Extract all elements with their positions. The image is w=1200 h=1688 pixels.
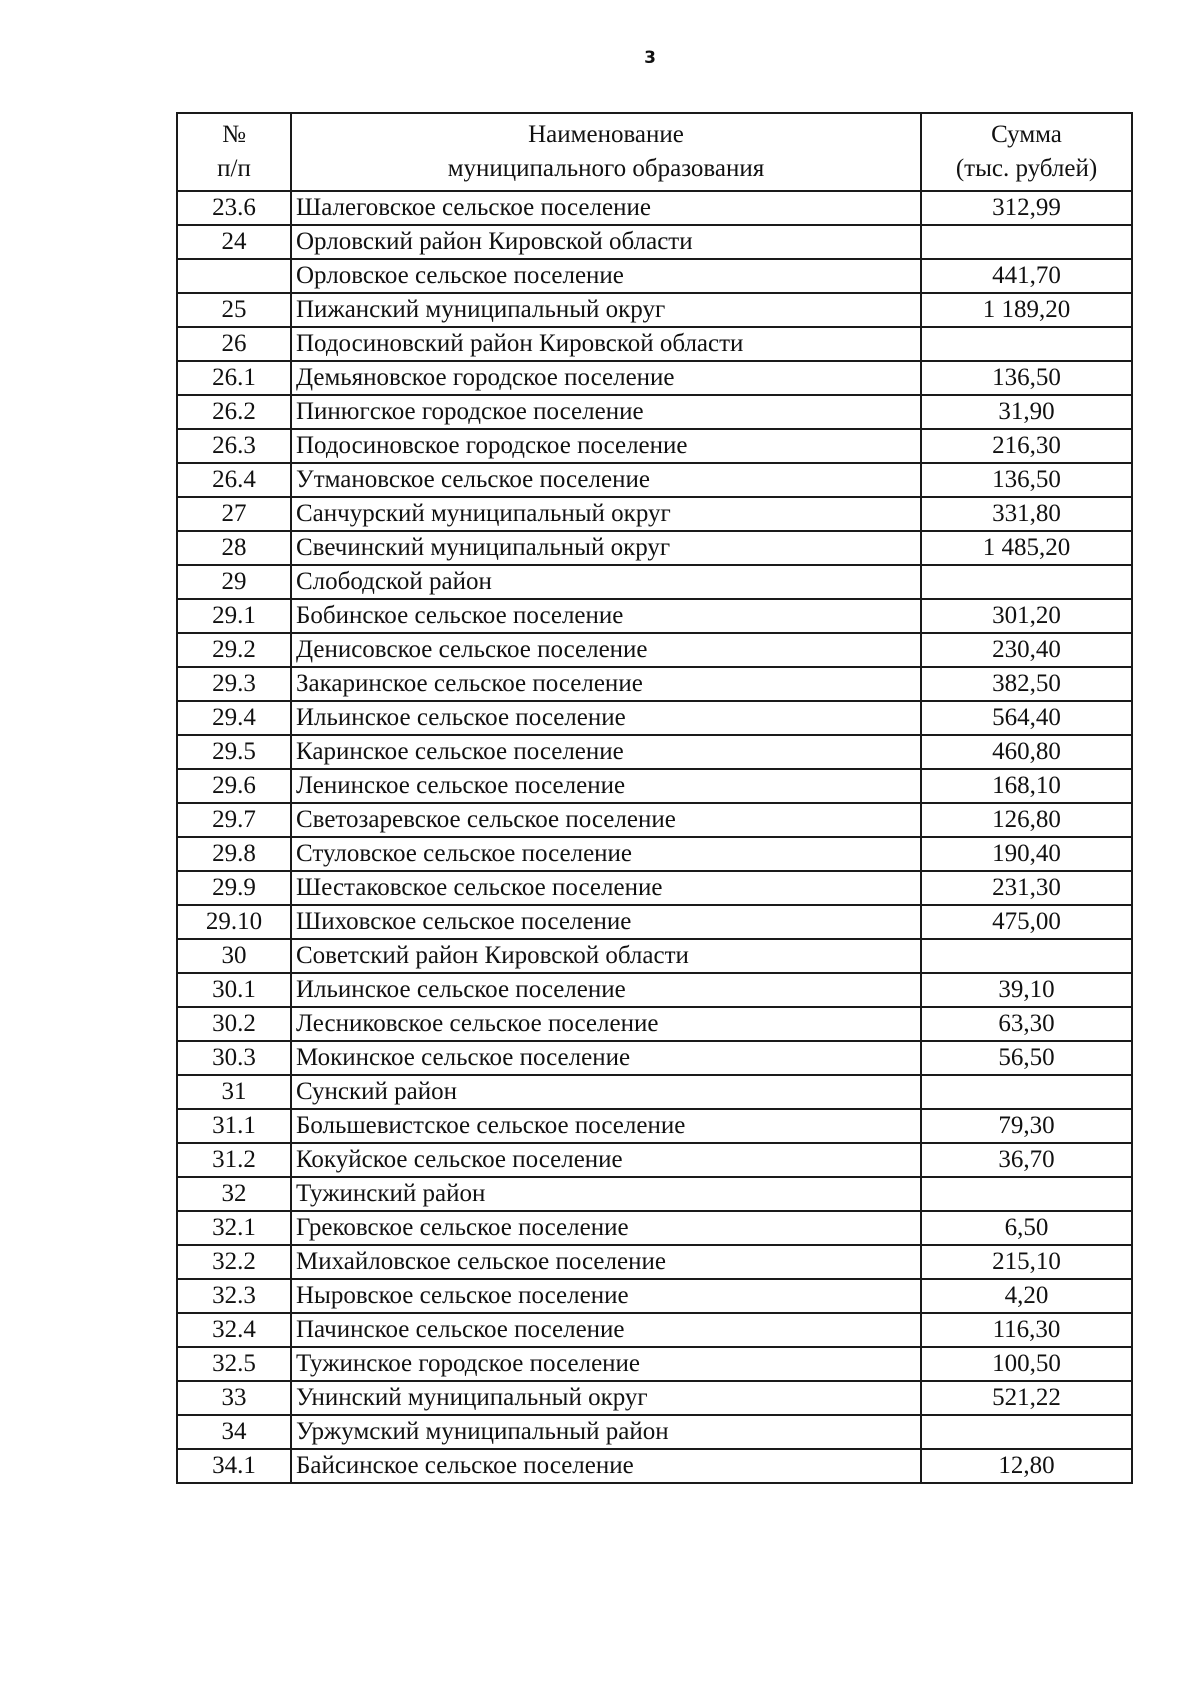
row-number: 26	[177, 327, 291, 361]
row-number: 33	[177, 1381, 291, 1415]
row-name: Байсинское сельское поселение	[291, 1449, 921, 1483]
row-sum: 460,80	[921, 735, 1132, 769]
row-name: Унинский муниципальный округ	[291, 1381, 921, 1415]
row-name: Ильинское сельское поселение	[291, 701, 921, 735]
row-sum	[921, 225, 1132, 259]
table-row	[177, 837, 1132, 871]
row-number: 34.1	[177, 1449, 291, 1483]
table-row	[177, 1449, 1132, 1483]
row-sum	[921, 1415, 1132, 1449]
row-sum: 215,10	[921, 1245, 1132, 1279]
table-row	[177, 1211, 1132, 1245]
row-sum: 1 189,20	[921, 293, 1132, 327]
row-number: 25	[177, 293, 291, 327]
table-row	[177, 871, 1132, 905]
table-row	[177, 1381, 1132, 1415]
table-row	[177, 565, 1132, 599]
row-number: 29.8	[177, 837, 291, 871]
table-body	[177, 191, 1132, 1483]
row-sum: 521,22	[921, 1381, 1132, 1415]
row-name: Советский район Кировской области	[291, 939, 921, 973]
row-sum: 382,50	[921, 667, 1132, 701]
row-number: 29.3	[177, 667, 291, 701]
row-name: Уржумский муниципальный район	[291, 1415, 921, 1449]
row-number: 31.2	[177, 1143, 291, 1177]
row-name: Утмановское сельское поселение	[291, 463, 921, 497]
row-number: 32.2	[177, 1245, 291, 1279]
table-row	[177, 1245, 1132, 1279]
row-sum: 136,50	[921, 463, 1132, 497]
row-number: 29.5	[177, 735, 291, 769]
row-number: 29.7	[177, 803, 291, 837]
row-number: 29.4	[177, 701, 291, 735]
row-sum: 190,40	[921, 837, 1132, 871]
row-sum: 39,10	[921, 973, 1132, 1007]
table-row	[177, 667, 1132, 701]
row-name: Пижанский муниципальный округ	[291, 293, 921, 327]
row-name: Михайловское сельское поселение	[291, 1245, 921, 1279]
header-name-line-1: Наименование	[528, 121, 684, 148]
header-sum-line-1: Сумма	[991, 121, 1062, 148]
table-row	[177, 1279, 1132, 1313]
row-name: Подосиновское городское поселение	[291, 429, 921, 463]
table-row	[177, 531, 1132, 565]
row-sum: 1 485,20	[921, 531, 1132, 565]
row-name: Слободской район	[291, 565, 921, 599]
table-row	[177, 633, 1132, 667]
table-row	[177, 361, 1132, 395]
row-number: 23.6	[177, 191, 291, 225]
row-name: Лесниковское сельское поселение	[291, 1007, 921, 1041]
table-row	[177, 1415, 1132, 1449]
row-sum: 6,50	[921, 1211, 1132, 1245]
row-name: Шестаковское сельское поселение	[291, 871, 921, 905]
row-name: Мокинское сельское поселение	[291, 1041, 921, 1075]
header-sum	[921, 113, 1132, 191]
row-sum: 475,00	[921, 905, 1132, 939]
table-row	[177, 259, 1132, 293]
row-number: 32	[177, 1177, 291, 1211]
row-name: Большевистское сельское поселение	[291, 1109, 921, 1143]
table-header-row	[177, 113, 1132, 191]
row-number: 29.9	[177, 871, 291, 905]
row-sum: 312,99	[921, 191, 1132, 225]
row-sum: 126,80	[921, 803, 1132, 837]
table-row	[177, 1109, 1132, 1143]
row-name: Грековское сельское поселение	[291, 1211, 921, 1245]
row-sum: 56,50	[921, 1041, 1132, 1075]
row-name: Закаринское сельское поселение	[291, 667, 921, 701]
row-sum: 301,20	[921, 599, 1132, 633]
row-name: Кокуйское сельское поселение	[291, 1143, 921, 1177]
row-number: 26.3	[177, 429, 291, 463]
row-sum	[921, 327, 1132, 361]
row-sum: 116,30	[921, 1313, 1132, 1347]
row-number: 29.2	[177, 633, 291, 667]
row-number: 29.10	[177, 905, 291, 939]
row-sum: 63,30	[921, 1007, 1132, 1041]
row-number: 27	[177, 497, 291, 531]
header-sum-line-2: (тыс. рублей)	[955, 155, 1098, 182]
row-number: 26.2	[177, 395, 291, 429]
row-number: 30.2	[177, 1007, 291, 1041]
row-name: Подосиновский район Кировской области	[291, 327, 921, 361]
row-number: 32.1	[177, 1211, 291, 1245]
row-number: 24	[177, 225, 291, 259]
header-name-line-2: муниципального образования	[447, 155, 765, 182]
row-number: 32.4	[177, 1313, 291, 1347]
allocation-table	[176, 112, 1133, 1484]
row-number: 28	[177, 531, 291, 565]
table-row	[177, 191, 1132, 225]
table-row	[177, 1075, 1132, 1109]
page-number: 3	[644, 48, 656, 68]
table-row	[177, 1347, 1132, 1381]
table-row	[177, 429, 1132, 463]
row-sum: 136,50	[921, 361, 1132, 395]
row-sum: 231,30	[921, 871, 1132, 905]
row-name: Стуловское сельское поселение	[291, 837, 921, 871]
row-number: 29	[177, 565, 291, 599]
row-number: 34	[177, 1415, 291, 1449]
row-number: 30.3	[177, 1041, 291, 1075]
row-name: Тужинское городское поселение	[291, 1347, 921, 1381]
row-sum: 441,70	[921, 259, 1132, 293]
table-row	[177, 939, 1132, 973]
row-name: Ныровское сельское поселение	[291, 1279, 921, 1313]
header-number-line-1: №	[222, 121, 246, 148]
row-number: 32.5	[177, 1347, 291, 1381]
row-name: Орловский район Кировской области	[291, 225, 921, 259]
row-name: Санчурский муниципальный округ	[291, 497, 921, 531]
row-sum: 168,10	[921, 769, 1132, 803]
row-number: 26.4	[177, 463, 291, 497]
row-sum	[921, 939, 1132, 973]
row-number: 30	[177, 939, 291, 973]
row-name: Тужинский район	[291, 1177, 921, 1211]
row-sum: 230,40	[921, 633, 1132, 667]
table-row	[177, 1143, 1132, 1177]
row-sum: 100,50	[921, 1347, 1132, 1381]
row-number: 29.6	[177, 769, 291, 803]
table-row	[177, 225, 1132, 259]
table-row	[177, 803, 1132, 837]
row-sum: 4,20	[921, 1279, 1132, 1313]
table-row	[177, 327, 1132, 361]
table-row	[177, 463, 1132, 497]
row-sum	[921, 1177, 1132, 1211]
row-sum	[921, 565, 1132, 599]
table-row	[177, 735, 1132, 769]
row-sum: 12,80	[921, 1449, 1132, 1483]
row-sum: 564,40	[921, 701, 1132, 735]
row-name: Сунский район	[291, 1075, 921, 1109]
table-row	[177, 599, 1132, 633]
table-row	[177, 395, 1132, 429]
row-name: Ленинское сельское поселение	[291, 769, 921, 803]
row-name: Каринское сельское поселение	[291, 735, 921, 769]
row-name: Шалеговское сельское поселение	[291, 191, 921, 225]
header-number-line-2: п/п	[217, 155, 251, 182]
row-name: Пинюгское городское поселение	[291, 395, 921, 429]
row-sum: 31,90	[921, 395, 1132, 429]
row-sum: 36,70	[921, 1143, 1132, 1177]
table-row	[177, 1041, 1132, 1075]
row-number: 29.1	[177, 599, 291, 633]
row-name: Светозаревское сельское поселение	[291, 803, 921, 837]
row-sum: 216,30	[921, 429, 1132, 463]
table-row	[177, 973, 1132, 1007]
table-row	[177, 293, 1132, 327]
row-number: 26.1	[177, 361, 291, 395]
table-row	[177, 905, 1132, 939]
table-row	[177, 1177, 1132, 1211]
table-row	[177, 1007, 1132, 1041]
row-sum: 79,30	[921, 1109, 1132, 1143]
row-number: 31.1	[177, 1109, 291, 1143]
table-row	[177, 497, 1132, 531]
row-number	[177, 259, 291, 293]
row-name: Бобинское сельское поселение	[291, 599, 921, 633]
row-name: Шиховское сельское поселение	[291, 905, 921, 939]
header-number	[177, 113, 291, 191]
row-number: 32.3	[177, 1279, 291, 1313]
header-name	[291, 113, 921, 191]
row-name: Ильинское сельское поселение	[291, 973, 921, 1007]
table-row	[177, 769, 1132, 803]
table-row	[177, 701, 1132, 735]
row-sum	[921, 1075, 1132, 1109]
row-name: Свечинский муниципальный округ	[291, 531, 921, 565]
row-name: Пачинское сельское поселение	[291, 1313, 921, 1347]
row-name: Орловское сельское поселение	[291, 259, 921, 293]
row-name: Демьяновское городское поселение	[291, 361, 921, 395]
table-row	[177, 1313, 1132, 1347]
row-number: 31	[177, 1075, 291, 1109]
row-name: Денисовское сельское поселение	[291, 633, 921, 667]
row-sum: 331,80	[921, 497, 1132, 531]
row-number: 30.1	[177, 973, 291, 1007]
